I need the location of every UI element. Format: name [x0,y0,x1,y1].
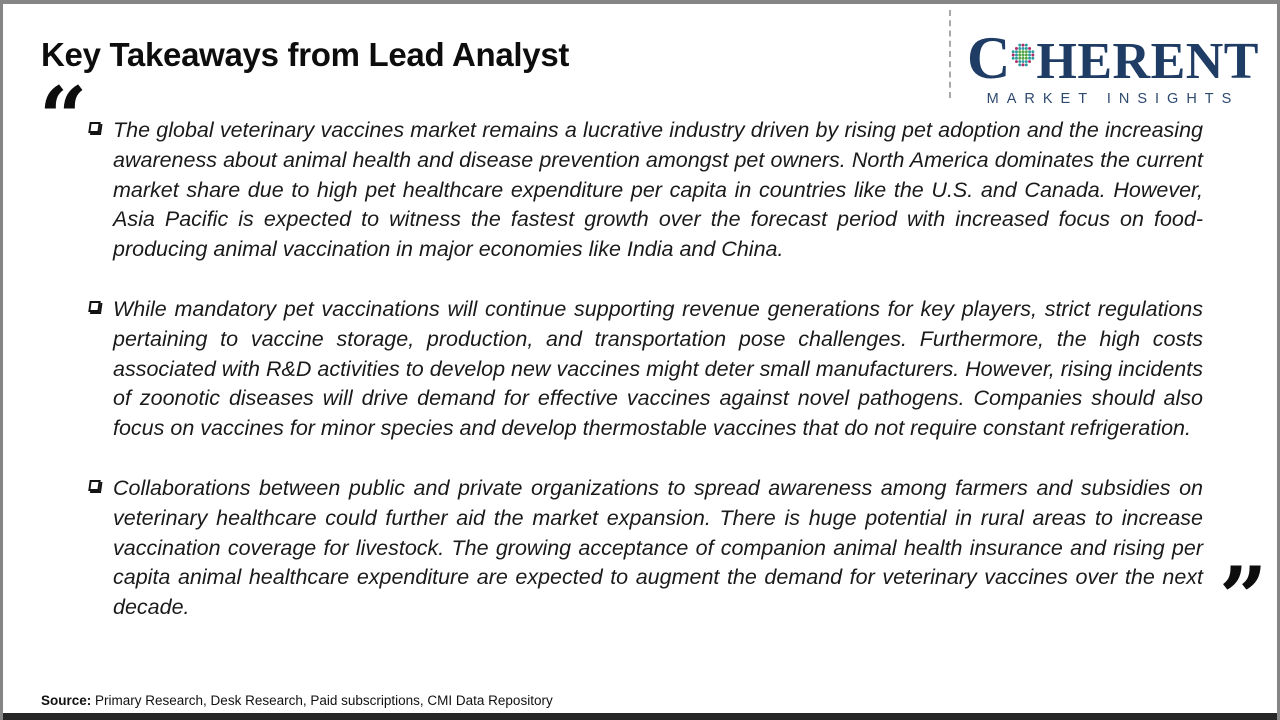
logo-divider [949,10,951,98]
list-item [91,474,1203,623]
takeaway-text: The global veterinary vaccines market remains a lucrative industry driven by rising pet adoption and the increasing awareness about animal health and disease prevention amongst pet owners. North America dominates the current market share due to high pet healthcare expenditure per capita in countries like the U.S. and Canada. However, Asia Pacific is expected to witness the fastest growth over the forecast period with increased focus on food-producing animal vaccination in major economies like India and China. [113,118,1203,262]
company-logo [967,25,1259,107]
page-title: Key Takeaways from Lead Analyst [41,36,570,73]
closing-quote-icon: ” [1219,548,1268,647]
square-bullet-icon [88,480,101,491]
list-item [91,295,1203,444]
logo-letters-herent: HERENT [1036,33,1259,90]
source-text: Primary Research, Desk Research, Paid subscriptions, CMI Data Repository [95,693,553,708]
square-bullet-icon [88,301,101,312]
takeaways-list [91,116,1203,623]
opening-quote-icon: “ [39,68,88,167]
source-label: Source: [41,693,92,708]
list-item [91,116,1203,265]
takeaway-text: Collaborations between public and private organizations to spread awareness among farmers and subsidies on veterinary healthcare could further aid the market expansion. There is huge potential in rural areas to increase vaccination coverage for livestock. The growing acceptance of companion animal health insurance and rising per capita animal healthcare expenditure are expected to augment the demand for veterinary vaccines over the next decade. [113,475,1203,620]
source-line [41,693,553,708]
square-bullet-icon [88,122,101,133]
bottom-accent-bar [3,713,1277,720]
logo-tagline: MARKET INSIGHTS [986,91,1240,107]
logo-letter-c: C [967,25,1011,91]
takeaway-text: While mandatory pet vaccinations will continue supporting revenue generations for key players, strict regulations pertaining to vaccine storage, production, and transportation pose challenges. Furthermore, the high costs associated with R&D activities to develop new vaccines might deter small manufacturers. However, rising incidents of zoonotic diseases will drive demand for effective vaccines against novel pathogens. Companies should also focus on vaccines for minor species and develop thermostable vaccines that do not require constant refrigeration. [113,296,1203,441]
logo-brand-text [967,25,1259,91]
globe-icon [1011,32,1035,78]
